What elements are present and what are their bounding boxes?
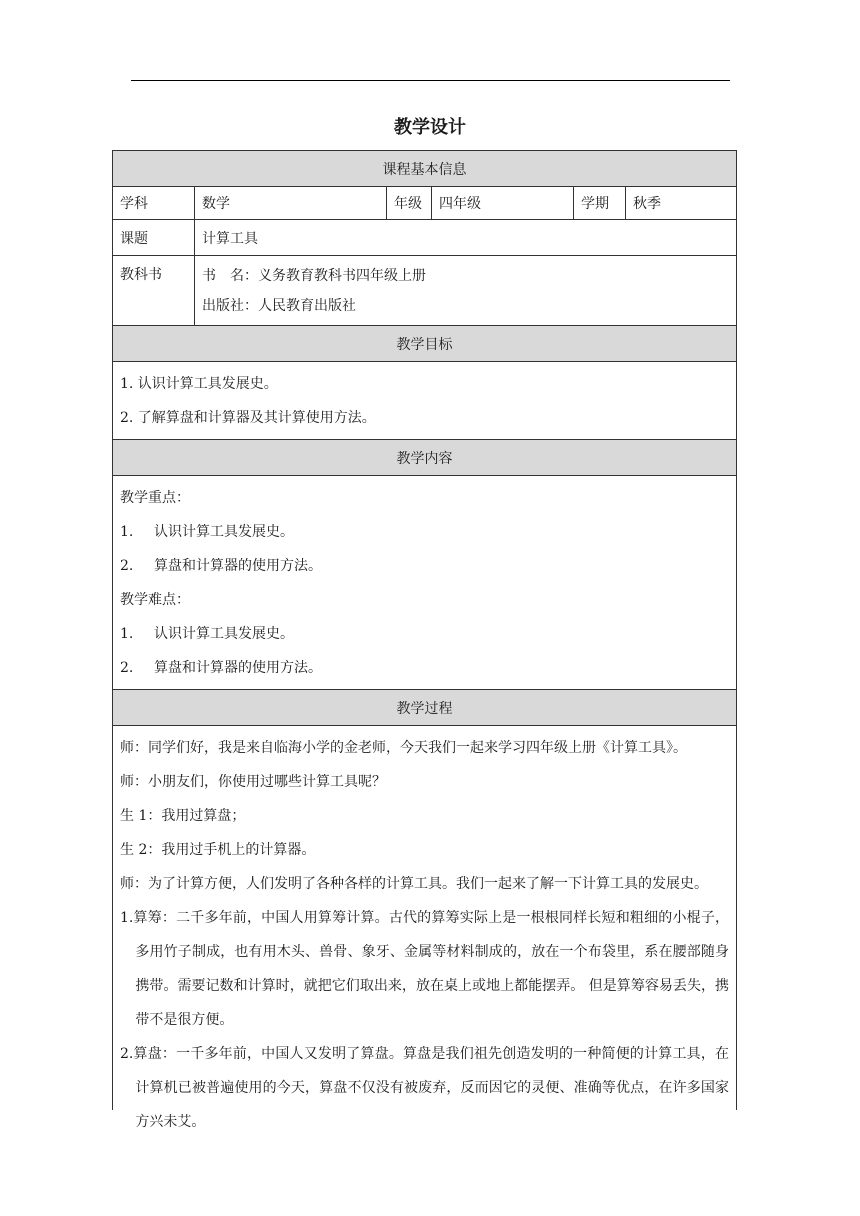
content-row [113, 476, 736, 690]
textbook-publisher: 出版社：人民教育出版社 [202, 297, 356, 314]
process-paragraph: 生 2：我用过手机上的计算器。 [120, 842, 316, 858]
difficult-points-label: 教学难点： [120, 592, 190, 608]
process-paragraph: 2.算盘：一千多年前，中国人又发明了算盘。算盘是我们祖先创造发明的一种简便的计算工具，在计算机已被普遍使用的今天，算盘不仅没有被废弃，反而因它的灵便、准确等优点，在许多国家方兴未艾。 [120, 1046, 729, 1130]
topic-label: 课题 [113, 220, 195, 255]
section-title: 教学目标 [113, 326, 736, 361]
key-point-item [120, 515, 729, 549]
key-points-label: 教学重点： [120, 490, 190, 506]
key-point-item [120, 549, 729, 583]
section-header-objectives [113, 326, 736, 362]
subject-label: 学科 [113, 187, 195, 219]
subject-value: 数学 [195, 187, 387, 219]
topic-value: 计算工具 [202, 230, 258, 247]
section-title: 教学内容 [113, 440, 736, 475]
section-header-content [113, 440, 736, 476]
process-paragraph: 1.算筹：二千多年前，中国人用算筹计算。古代的算筹实际上是一根根同样长短和粗细的小棍子，多用竹子制成，也有用木头、兽骨、象牙、金属等材料制成的，放在一个布袋里，系在腰部随身携带。需要记数和计算时，就把它们取出来，放在桌上或地上都能摆弄。 但是算筹容易丢失，携带不是很方便。 [120, 910, 729, 1028]
item-number: 1. [120, 626, 134, 642]
item-text: 算盘和计算器的使用方法。 [154, 660, 322, 676]
item-number: 2. [120, 558, 134, 574]
process-paragraph: 生 1：我用过算盘； [120, 808, 246, 824]
objective-item: 1. 认识计算工具发展史。 [120, 376, 278, 392]
term-value: 秋季 [633, 196, 661, 212]
content-body [113, 476, 736, 689]
section-title: 课程基本信息 [113, 151, 736, 186]
section-header-process [113, 690, 736, 726]
topic-row [113, 220, 736, 256]
grade-label: 年级 [387, 187, 432, 219]
basic-info-row [113, 187, 736, 220]
item-text: 算盘和计算器的使用方法。 [154, 558, 322, 574]
section-header-basic-info [113, 151, 736, 187]
item-number: 2. [120, 660, 134, 676]
textbook-row [113, 256, 736, 326]
term-label: 学期 [574, 187, 626, 219]
section-title: 教学过程 [113, 690, 736, 725]
process-paragraph: 师：为了计算方便，人们发明了各种各样的计算工具。我们一起来了解一下计算工具的发展史。 [120, 876, 708, 892]
grade-value: 四年级 [432, 187, 574, 219]
item-text: 认识计算工具发展史。 [154, 524, 294, 540]
difficult-point-item [120, 651, 729, 685]
objectives-body [113, 362, 736, 439]
document-title: 教学设计 [394, 117, 466, 138]
textbook-label: 教科书 [113, 256, 195, 325]
objectives-row [113, 362, 736, 440]
process-body [113, 726, 736, 1143]
item-number: 1. [120, 524, 134, 540]
process-paragraph: 师：小朋友们，你使用过哪些计算工具呢？ [120, 774, 386, 790]
process-row [113, 726, 736, 1143]
item-text: 认识计算工具发展史。 [154, 626, 294, 642]
textbook-name: 书 名：义务教育教科书四年级上册 [202, 267, 426, 284]
objective-item: 2. 了解算盘和计算器及其计算使用方法。 [120, 410, 376, 426]
header-rule [131, 80, 730, 81]
lesson-plan-table [112, 150, 737, 1130]
textbook-value [195, 256, 736, 325]
process-paragraph: 师：同学们好，我是来自临海小学的金老师，今天我们一起来学习四年级上册《计算工具》。 [120, 740, 687, 756]
difficult-point-item [120, 617, 729, 651]
